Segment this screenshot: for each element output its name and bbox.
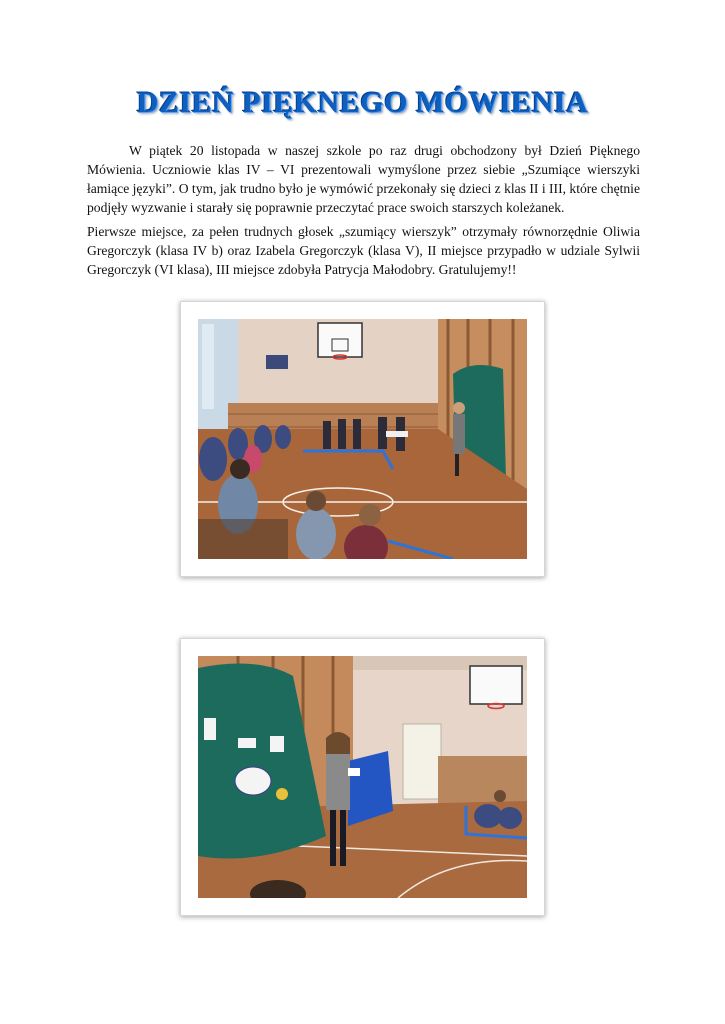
girl-reciting-poem-photo	[198, 656, 527, 898]
photo-frame-2	[180, 638, 545, 916]
photo-frame-1	[180, 301, 545, 577]
school-gym-audience-photo	[198, 319, 527, 559]
results-paragraph: Pierwsze miejsce, za pełen trudnych głosek „szumiący wierszyk” otrzymały równorzędnie Oliwia Gregorczyk (klasa IV b) oraz Izabela Gregorczyk (klasa V), II miejsce przypadło w udziale Sylwii Gregorczyk (VI klasa), III miejsce zdobyła Patrycja Małodobry. Gratulujemy!!	[87, 224, 640, 277]
intro-paragraph: W piątek 20 listopada w naszej szkole po raz drugi obchodzony był Dzień Pięknego Mówienia. Uczniowie klas IV – VI prezentowali wymyślone przez siebie „Szumiące wierszyki łamiące języki”. O tym, jak trudno było je wymówić przekonały się dzieci z klas II i III, które chętnie podjęły wyzwanie i starały się poprawnie przeczytać prace swoich starszych koleżanek.	[87, 143, 640, 215]
page-title: DZIEŃ PIĘKNEGO MÓWIENIA	[136, 86, 589, 119]
